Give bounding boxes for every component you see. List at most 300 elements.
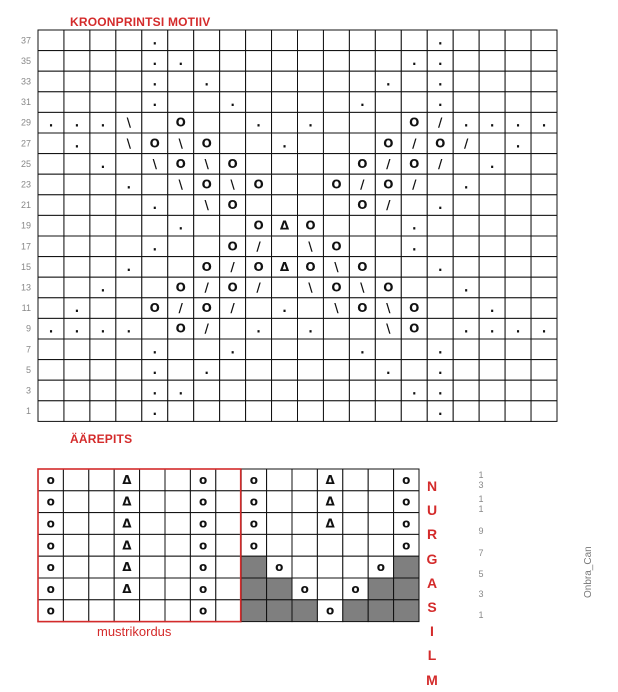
chart-symbol: . [230, 95, 235, 110]
chart-symbol: \ [204, 198, 209, 213]
chart-cell [505, 360, 531, 381]
chart-cell [168, 71, 194, 92]
border-cell [114, 600, 139, 622]
chart-cell [375, 92, 401, 113]
row-number: 5 [25, 364, 31, 375]
border-cell [216, 578, 241, 600]
chart-cell [531, 277, 557, 298]
chart-cell [453, 215, 479, 236]
chart-symbol: / [256, 280, 261, 295]
chart-cell [220, 360, 246, 381]
chart-symbol: . [489, 156, 495, 171]
border-cell [140, 513, 165, 535]
border-symbol: o [402, 516, 411, 531]
chart-cell [531, 154, 557, 175]
chart-symbol: . [411, 53, 417, 68]
chart-cell [90, 51, 116, 72]
chart-cell [38, 360, 64, 381]
row-number: 15 [20, 261, 31, 272]
border-symbol: o [300, 581, 309, 596]
chart-cell [116, 154, 142, 175]
chart-cell [298, 30, 324, 51]
chart-symbol: . [386, 362, 391, 377]
border-cell [292, 534, 317, 556]
chart-symbol: . [152, 198, 158, 213]
chart-cell [427, 215, 453, 236]
chart-symbol: . [152, 362, 158, 377]
chart-cell [505, 257, 531, 278]
chart-cell [168, 360, 194, 381]
border-row-number: 7 [478, 548, 484, 558]
border-cell [140, 491, 165, 513]
row-number: 35 [20, 55, 31, 66]
border-cell [267, 600, 292, 622]
vertical-letter: S [427, 599, 437, 616]
border-cell [368, 491, 393, 513]
border-cell [317, 578, 342, 600]
border-symbol: Δ [325, 494, 335, 509]
chart-cell [479, 360, 505, 381]
chart-symbol: O [253, 177, 264, 192]
chart-cell [531, 257, 557, 278]
border-row-number: 1 [478, 504, 484, 514]
border-cell [292, 469, 317, 491]
border-cell [63, 491, 88, 513]
chart-cell [453, 92, 479, 113]
chart-cell [64, 71, 90, 92]
chart-cell [90, 257, 116, 278]
chart-cell [220, 215, 246, 236]
chart-cell [116, 401, 142, 422]
chart-cell [246, 51, 272, 72]
chart-symbol: O [357, 259, 368, 274]
chart-cell [272, 71, 298, 92]
chart-cell [453, 30, 479, 51]
chart-cell [90, 380, 116, 401]
chart-cell [194, 236, 220, 257]
chart-cell [323, 380, 349, 401]
border-symbol: o [198, 538, 208, 553]
border-cell [165, 513, 190, 535]
chart-cell [38, 154, 64, 175]
vertical-letter: L [427, 647, 437, 664]
chart-symbol: . [437, 74, 443, 89]
chart-symbol: \ [178, 136, 183, 151]
border-cell [343, 469, 368, 491]
border-row-number: 1 [478, 470, 484, 480]
row-number: 19 [20, 220, 31, 231]
chart-cell [375, 30, 401, 51]
border-cell [63, 469, 88, 491]
border-symbol: o [198, 603, 208, 618]
chart-cell [116, 298, 142, 319]
border-row-number: 1 [478, 610, 484, 620]
row-number: 17 [20, 241, 31, 252]
chart-cell [90, 298, 116, 319]
chart-cell [323, 112, 349, 133]
chart-symbol: / [230, 301, 235, 316]
chart-cell [142, 318, 168, 339]
chart-cell [298, 154, 324, 175]
border-symbol: o [46, 560, 55, 575]
chart-cell [479, 195, 505, 216]
chart-cell [272, 360, 298, 381]
border-cell [216, 600, 241, 622]
vertical-letter: R [426, 526, 438, 543]
chart-cell [90, 215, 116, 236]
chart-cell [298, 360, 324, 381]
chart-symbol: / [438, 115, 443, 130]
row-number: 9 [25, 323, 31, 334]
border-cell [216, 556, 241, 578]
chart-cell [272, 236, 298, 257]
chart-symbol: \ [126, 115, 132, 130]
chart-cell [323, 339, 349, 360]
chart-cell [90, 174, 116, 195]
chart-cell [505, 30, 531, 51]
chart-cell [246, 339, 272, 360]
border-cell [267, 578, 292, 600]
chart-symbol: . [100, 280, 106, 295]
chart-cell [505, 195, 531, 216]
chart-cell [116, 277, 142, 298]
chart-cell [272, 174, 298, 195]
chart-cell [375, 380, 401, 401]
chart-symbol: / [360, 177, 365, 192]
chart-cell [323, 318, 349, 339]
chart-cell [349, 112, 375, 133]
chart-cell [38, 236, 64, 257]
chart-cell [531, 236, 557, 257]
border-symbol: o [198, 560, 208, 575]
chart-cell [38, 380, 64, 401]
motif-title: KROONPRINTSI MOTIIV [70, 15, 211, 29]
row-number: 31 [20, 97, 31, 108]
chart-cell [90, 195, 116, 216]
chart-symbol: . [308, 115, 313, 130]
chart-cell [401, 277, 427, 298]
chart-symbol: O [409, 115, 420, 130]
chart-symbol: O [409, 156, 420, 171]
chart-symbol: \ [308, 280, 313, 295]
border-cell [267, 491, 292, 513]
chart-cell [90, 236, 116, 257]
chart-symbol: / [204, 280, 209, 295]
chart-cell [116, 380, 142, 401]
chart-symbol: O [357, 198, 368, 213]
chart-cell [116, 195, 142, 216]
chart-symbol: . [463, 321, 469, 336]
chart-cell [64, 257, 90, 278]
border-symbol: o [46, 603, 55, 618]
chart-cell [479, 71, 505, 92]
border-symbol: Δ [325, 472, 335, 487]
chart-symbol: . [437, 53, 443, 68]
chart-cell [401, 339, 427, 360]
chart-symbol: O [201, 301, 212, 316]
chart-symbol: . [360, 95, 365, 110]
chart-cell [194, 92, 220, 113]
chart-cell [272, 401, 298, 422]
chart-symbol: . [230, 342, 235, 357]
chart-symbol: / [230, 259, 235, 274]
chart-cell [375, 401, 401, 422]
border-cell [140, 469, 165, 491]
chart-cell [142, 277, 168, 298]
chart-cell [479, 51, 505, 72]
chart-cell [194, 51, 220, 72]
chart-cell [38, 71, 64, 92]
chart-cell [64, 401, 90, 422]
vertical-word [424, 474, 440, 692]
chart-cell [246, 401, 272, 422]
border-cell [89, 469, 114, 491]
chart-symbol: O [357, 301, 368, 316]
chart-symbol: O [149, 136, 160, 151]
chart-cell [272, 51, 298, 72]
chart-symbol: O [383, 280, 394, 295]
chart-symbol: O [201, 177, 212, 192]
row-number: 7 [25, 344, 31, 355]
border-cell [368, 600, 393, 622]
row-number: 37 [20, 35, 31, 46]
chart-cell [427, 174, 453, 195]
chart-cell [479, 174, 505, 195]
chart-cell [323, 71, 349, 92]
border-cell [317, 556, 342, 578]
chart-symbol: . [437, 198, 443, 213]
chart-cell [427, 298, 453, 319]
chart-cell [168, 30, 194, 51]
chart-symbol: . [256, 321, 261, 336]
chart-symbol: . [74, 136, 80, 151]
border-cell [292, 491, 317, 513]
border-symbol: o [275, 560, 284, 575]
chart-cell [505, 298, 531, 319]
row-number: 11 [21, 303, 31, 314]
chart-cell [64, 380, 90, 401]
chart-symbol: . [178, 53, 184, 68]
row-number: 29 [20, 117, 31, 128]
chart-symbol: . [178, 218, 184, 233]
chart-cell [479, 236, 505, 257]
row-number: 1 [25, 406, 31, 417]
border-cell [343, 491, 368, 513]
row-number: 3 [25, 385, 31, 396]
chart-cell [220, 380, 246, 401]
chart-cell [116, 339, 142, 360]
chart-symbol: . [489, 321, 495, 336]
chart-symbol: / [256, 239, 261, 254]
chart-cell [375, 51, 401, 72]
chart-cell [531, 360, 557, 381]
chart-symbol: \ [386, 301, 391, 316]
border-cell [165, 556, 190, 578]
chart-cell [453, 236, 479, 257]
chart-symbol: . [541, 115, 547, 130]
chart-cell [505, 277, 531, 298]
border-cell [343, 556, 368, 578]
chart-cell [375, 215, 401, 236]
chart-cell [90, 401, 116, 422]
border-symbol: Δ [122, 581, 132, 596]
chart-symbol: . [386, 74, 391, 89]
chart-symbol: O [357, 156, 368, 171]
border-symbol: o [198, 581, 208, 596]
chart-cell [531, 195, 557, 216]
chart-cell [298, 133, 324, 154]
watermark: Onbra_Can [583, 546, 594, 598]
chart-symbol: . [308, 321, 313, 336]
chart-cell [323, 30, 349, 51]
chart-symbol: O [149, 301, 160, 316]
chart-cell [349, 51, 375, 72]
chart-symbol: . [437, 33, 443, 48]
chart-cell [427, 277, 453, 298]
chart-cell [298, 380, 324, 401]
border-cell [165, 578, 190, 600]
chart-symbol: . [437, 404, 443, 419]
chart-cell [323, 51, 349, 72]
chart-cell [427, 236, 453, 257]
chart-cell [479, 92, 505, 113]
border-cell [368, 534, 393, 556]
chart-symbol: O [331, 239, 342, 254]
chart-cell [453, 71, 479, 92]
chart-cell [453, 298, 479, 319]
chart-symbol: O [227, 280, 238, 295]
chart-cell [246, 133, 272, 154]
chart-cell [479, 380, 505, 401]
chart-symbol: . [463, 177, 469, 192]
border-cell [267, 469, 292, 491]
border-cell [241, 556, 266, 578]
border-symbol: o [249, 516, 259, 531]
chart-cell [64, 195, 90, 216]
border-cell [394, 578, 419, 600]
chart-symbol: \ [334, 259, 339, 274]
border-cell [63, 534, 88, 556]
border-cell [89, 578, 114, 600]
chart-cell [194, 30, 220, 51]
chart-symbol: \ [126, 136, 132, 151]
chart-symbol: . [437, 95, 443, 110]
chart-cell [116, 51, 142, 72]
chart-symbol: . [515, 136, 521, 151]
chart-cell [38, 195, 64, 216]
chart-cell [38, 257, 64, 278]
chart-cell [38, 92, 64, 113]
chart-cell [220, 112, 246, 133]
chart-symbol: \ [230, 177, 235, 192]
chart-cell [90, 133, 116, 154]
chart-symbol: O [331, 280, 342, 295]
border-cell [140, 534, 165, 556]
border-cell [343, 513, 368, 535]
chart-cell [323, 401, 349, 422]
chart-symbol: . [152, 239, 158, 254]
chart-cell [194, 215, 220, 236]
chart-cell [298, 195, 324, 216]
chart-symbol: O [175, 321, 186, 336]
chart-symbol: . [100, 115, 106, 130]
vertical-letter: M [426, 671, 438, 688]
chart-cell [64, 215, 90, 236]
border-cell [394, 600, 419, 622]
chart-cell [349, 215, 375, 236]
chart-cell [64, 236, 90, 257]
chart-symbol: \ [204, 156, 209, 171]
border-symbol: o [46, 581, 55, 596]
chart-cell [272, 30, 298, 51]
chart-symbol: O [305, 259, 316, 274]
border-cell [63, 600, 88, 622]
chart-cell [272, 318, 298, 339]
chart-symbol: . [152, 342, 158, 357]
chart-symbol: O [175, 115, 186, 130]
chart-cell [116, 92, 142, 113]
border-symbol: o [402, 472, 411, 487]
vertical-letter: U [426, 502, 438, 519]
chart-symbol: O [227, 198, 238, 213]
border-row-number: 1 [478, 494, 484, 504]
chart-cell [479, 401, 505, 422]
chart-cell [531, 133, 557, 154]
chart-symbol: \ [308, 239, 313, 254]
chart-cell [90, 30, 116, 51]
chart-symbol: O [227, 239, 238, 254]
chart-symbol: O [409, 301, 420, 316]
chart-cell [401, 30, 427, 51]
chart-cell [531, 71, 557, 92]
chart-symbol: . [463, 280, 469, 295]
chart-cell [531, 401, 557, 422]
chart-cell [531, 339, 557, 360]
chart-symbol: . [411, 239, 417, 254]
chart-cell [505, 51, 531, 72]
chart-cell [272, 92, 298, 113]
chart-symbol: Δ [279, 218, 290, 233]
chart-cell [64, 92, 90, 113]
border-symbol: o [249, 472, 259, 487]
chart-cell [453, 257, 479, 278]
chart-symbol: . [152, 95, 158, 110]
chart-cell [375, 339, 401, 360]
chart-cell [64, 339, 90, 360]
chart-cell [142, 112, 168, 133]
chart-symbol: O [253, 218, 264, 233]
chart-symbol: \ [178, 177, 183, 192]
chart-symbol: . [152, 53, 158, 68]
chart-symbol: . [437, 342, 443, 357]
chart-cell [90, 92, 116, 113]
chart-symbol: . [48, 115, 54, 130]
border-symbol: o [46, 494, 55, 509]
border-cell [267, 513, 292, 535]
border-symbol: o [46, 472, 55, 487]
vertical-letter: I [430, 623, 434, 640]
chart-cell [168, 339, 194, 360]
chart-cell [246, 71, 272, 92]
chart-cell [505, 401, 531, 422]
chart-symbol: O [383, 136, 394, 151]
chart-cell [349, 380, 375, 401]
chart-symbol: . [48, 321, 54, 336]
chart-cell [38, 277, 64, 298]
chart-cell [427, 318, 453, 339]
border-symbol: o [249, 538, 259, 553]
chart-cell [298, 339, 324, 360]
